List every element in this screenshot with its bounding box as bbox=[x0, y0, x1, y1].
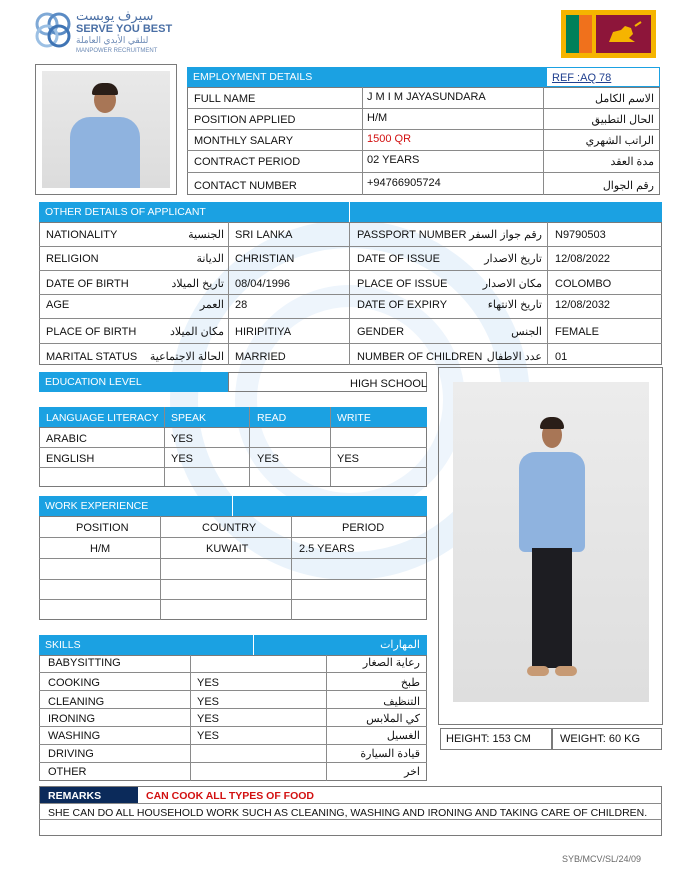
value-gender: FEMALE bbox=[555, 326, 600, 338]
skill-babysitting: BABYSITTING bbox=[48, 657, 121, 669]
value-date-of-expiry: 12/08/2032 bbox=[555, 299, 611, 311]
language-english-speak: YES bbox=[171, 453, 194, 465]
skill-cleaning-ar: التنظيف bbox=[383, 696, 420, 708]
value-place-of-issue: COLOMBO bbox=[555, 278, 612, 290]
skill-driving: DRIVING bbox=[48, 748, 94, 760]
skill-other: OTHER bbox=[48, 766, 87, 778]
label-full-name-ar: الاسم الكامل bbox=[595, 93, 654, 105]
label-place-of-birth-ar: مكان الميلاد bbox=[169, 326, 224, 338]
value-position-applied: H/M bbox=[367, 112, 388, 124]
skill-cleaning-value: YES bbox=[197, 696, 220, 708]
full-body-photo bbox=[453, 382, 649, 702]
label-marital-status-ar: الحالة الاجتماعية bbox=[149, 351, 224, 363]
label-contract-period: CONTRACT PERIOD bbox=[194, 156, 301, 168]
skill-ironing-ar: كي الملابس bbox=[366, 713, 420, 725]
skill-washing-value: YES bbox=[197, 730, 220, 742]
skill-driving-ar: قيادة السيارة bbox=[360, 748, 420, 760]
language-english-read: YES bbox=[257, 453, 280, 465]
label-monthly-salary: MONTHLY SALARY bbox=[194, 135, 294, 147]
brand-tagline-en: MANPOWER RECRUITMENT bbox=[76, 48, 158, 54]
skills-label-ar: المهارات bbox=[380, 639, 420, 651]
weight-value: WEIGHT: 60 KG bbox=[560, 733, 641, 745]
other-details-header bbox=[39, 202, 662, 222]
skill-cooking-value: YES bbox=[197, 677, 220, 689]
label-date-of-expiry-ar: تاريخ الانتهاء bbox=[487, 299, 542, 311]
language-table bbox=[39, 427, 427, 487]
value-date-of-issue: 12/08/2022 bbox=[555, 253, 611, 265]
label-date-of-issue: DATE OF ISSUE bbox=[357, 253, 440, 265]
work-col-country: COUNTRY bbox=[202, 522, 257, 534]
education-level-header bbox=[39, 372, 228, 392]
skill-babysitting-ar: رعاية الصغار bbox=[362, 657, 420, 669]
value-contact-number: +94766905724 bbox=[367, 177, 441, 189]
language-header-read: READ bbox=[257, 412, 287, 424]
label-contact-number-ar: رقم الجوال bbox=[602, 180, 654, 192]
label-age: AGE bbox=[46, 299, 70, 311]
value-number-of-children: 01 bbox=[555, 351, 568, 363]
label-religion: RELIGION bbox=[46, 253, 99, 265]
label-position-applied-ar: الحال التطبيق bbox=[591, 114, 654, 126]
skill-cooking-ar: طبخ bbox=[400, 677, 420, 689]
label-place-of-issue: PLACE OF ISSUE bbox=[357, 278, 448, 290]
work-col-period: PERIOD bbox=[342, 522, 385, 534]
value-marital-status: MARRIED bbox=[235, 351, 286, 363]
full-body-photo-frame bbox=[438, 367, 663, 725]
label-gender: GENDER bbox=[357, 326, 405, 338]
label-number-of-children: NUMBER OF CHILDREN bbox=[357, 351, 483, 363]
language-arabic-speak: YES bbox=[171, 433, 194, 445]
label-number-of-children-ar: عدد الاطفال bbox=[486, 351, 542, 363]
work-experience-header bbox=[39, 496, 427, 516]
language-header-label: LANGUAGE LITERACY bbox=[46, 412, 159, 424]
language-header-write: WRITE bbox=[337, 412, 371, 424]
applicant-photo-frame bbox=[35, 64, 177, 195]
language-header-speak: SPEAK bbox=[171, 412, 207, 424]
label-date-of-birth: DATE OF BIRTH bbox=[46, 278, 129, 290]
remarks-highlight: CAN COOK ALL TYPES OF FOOD bbox=[146, 790, 315, 802]
brand-tagline-ar: لتلقي الأيدي العاملة bbox=[76, 35, 149, 45]
skill-ironing: IRONING bbox=[48, 713, 96, 725]
work-row-country: KUWAIT bbox=[206, 543, 249, 555]
work-col-position: POSITION bbox=[76, 522, 129, 534]
skill-other-ar: اخر bbox=[404, 766, 420, 778]
label-date-of-expiry: DATE OF EXPIRY bbox=[357, 299, 448, 311]
value-monthly-salary: 1500 QR bbox=[367, 133, 412, 145]
ref-number-box bbox=[546, 67, 660, 87]
skill-cleaning: CLEANING bbox=[48, 696, 105, 708]
value-passport-number: N9790503 bbox=[555, 229, 606, 241]
label-contact-number: CONTACT NUMBER bbox=[194, 180, 297, 192]
footer-code: SYB/MCV/SL/24/09 bbox=[562, 854, 642, 864]
other-details-label: OTHER DETAILS OF APPLICANT bbox=[45, 206, 206, 218]
label-gender-ar: الجنس bbox=[511, 326, 542, 338]
label-full-name: FULL NAME bbox=[194, 93, 256, 105]
value-religion: CHRISTIAN bbox=[235, 253, 295, 265]
brand-name-en: SERVE YOU BEST bbox=[76, 23, 173, 35]
height-value: HEIGHT: 153 CM bbox=[446, 733, 531, 745]
label-place-of-issue-ar: مكان الاصدار bbox=[482, 278, 542, 290]
remarks-label: REMARKS bbox=[48, 790, 102, 802]
value-date-of-birth: 08/04/1996 bbox=[235, 278, 291, 290]
ref-number: REF :AQ 78 bbox=[552, 72, 612, 84]
label-contract-period-ar: مدة العقد bbox=[610, 156, 654, 168]
employment-header-label: EMPLOYMENT DETAILS bbox=[193, 71, 313, 83]
skill-ironing-value: YES bbox=[197, 713, 220, 725]
education-level-label: EDUCATION LEVEL bbox=[45, 376, 142, 388]
label-marital-status: MARITAL STATUS bbox=[46, 351, 138, 363]
label-date-of-birth-ar: تاريخ الميلاد bbox=[171, 278, 224, 290]
work-row-period: 2.5 YEARS bbox=[299, 543, 355, 555]
remarks-text: SHE CAN DO ALL HOUSEHOLD WORK SUCH AS CLEANING, WASHING AND IRONING AND TAKING CARE OF CHILDREN. bbox=[48, 807, 648, 819]
skills-label: SKILLS bbox=[45, 639, 81, 651]
value-age: 28 bbox=[235, 299, 248, 311]
sri-lanka-flag bbox=[561, 10, 656, 58]
language-row-english: ENGLISH bbox=[46, 453, 95, 465]
label-monthly-salary-ar: الراتب الشهري bbox=[585, 135, 654, 147]
label-religion-ar: الديانة bbox=[196, 253, 224, 265]
value-contract-period: 02 YEARS bbox=[367, 154, 420, 166]
brand-name-ar: سيرف يوبست bbox=[76, 8, 154, 23]
label-date-of-issue-ar: تاريخ الاصدار bbox=[484, 253, 542, 265]
label-nationality-ar: الجنسية bbox=[188, 229, 224, 241]
brand-logo bbox=[33, 10, 73, 50]
language-row-arabic: ARABIC bbox=[46, 433, 87, 445]
label-passport-number-ar: رقم جواز السفر bbox=[469, 229, 542, 241]
skill-washing: WASHING bbox=[48, 730, 101, 742]
label-passport-number: PASSPORT NUMBER bbox=[357, 229, 467, 241]
education-level-value: HIGH SCHOOL bbox=[350, 378, 428, 390]
label-nationality: NATIONALITY bbox=[46, 229, 118, 241]
work-experience-label: WORK EXPERIENCE bbox=[45, 500, 149, 512]
value-full-name: J M I M JAYASUNDARA bbox=[367, 91, 486, 103]
applicant-photo bbox=[42, 71, 170, 188]
work-row-position: H/M bbox=[90, 543, 111, 555]
skill-cooking: COOKING bbox=[48, 677, 100, 689]
label-position-applied: POSITION APPLIED bbox=[194, 114, 296, 126]
value-place-of-birth: HIRIPITIYA bbox=[235, 326, 292, 338]
language-english-write: YES bbox=[337, 453, 360, 465]
label-place-of-birth: PLACE OF BIRTH bbox=[46, 326, 137, 338]
label-age-ar: العمر bbox=[199, 299, 224, 311]
value-nationality: SRI LANKA bbox=[235, 229, 293, 241]
skill-washing-ar: الغسيل bbox=[386, 730, 420, 742]
